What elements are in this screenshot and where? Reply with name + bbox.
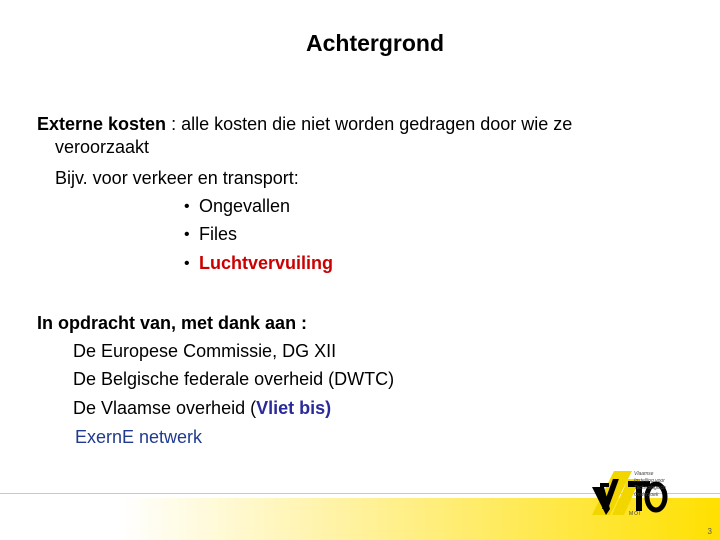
credit-belgian-government: De Belgische federale overheid (DWTC) <box>73 369 395 389</box>
logo-sub: MOI <box>629 511 642 517</box>
credit-european-commission: De Europese Commissie, DG XII <box>73 341 337 361</box>
definition-text: : alle kosten die niet worden gedragen door wie ze <box>166 114 573 134</box>
example-luchtvervuiling: Luchtvervuiling <box>199 253 334 273</box>
credit-flemish-prefix: De Vlaamse overheid ( <box>73 398 257 418</box>
credits-heading: In opdracht van, met dank aan : <box>37 313 308 333</box>
bullet-3: • <box>184 255 190 272</box>
definition-line <box>37 114 572 135</box>
credit-externe-network-link[interactable]: ExernE netwerk <box>75 427 203 447</box>
page-number: 3 <box>707 527 712 536</box>
example-files: Files <box>199 224 238 244</box>
bullet-1: • <box>184 198 190 215</box>
bullet-2: • <box>184 226 190 243</box>
slide-title: Achtergrond <box>306 30 444 56</box>
example-intro: Bijv. voor verkeer en transport: <box>55 168 299 188</box>
credit-flemish-government <box>73 398 331 419</box>
example-ongevallen: Ongevallen <box>199 196 291 216</box>
credit-vliet-bis: Vliet bis) <box>256 398 332 418</box>
logo-tagline: Vlaamse Instelling voor Technologisch Onderzoek <box>634 471 666 498</box>
definition-term: Externe kosten <box>37 114 167 134</box>
definition-continuation: veroorzaakt <box>55 137 150 157</box>
